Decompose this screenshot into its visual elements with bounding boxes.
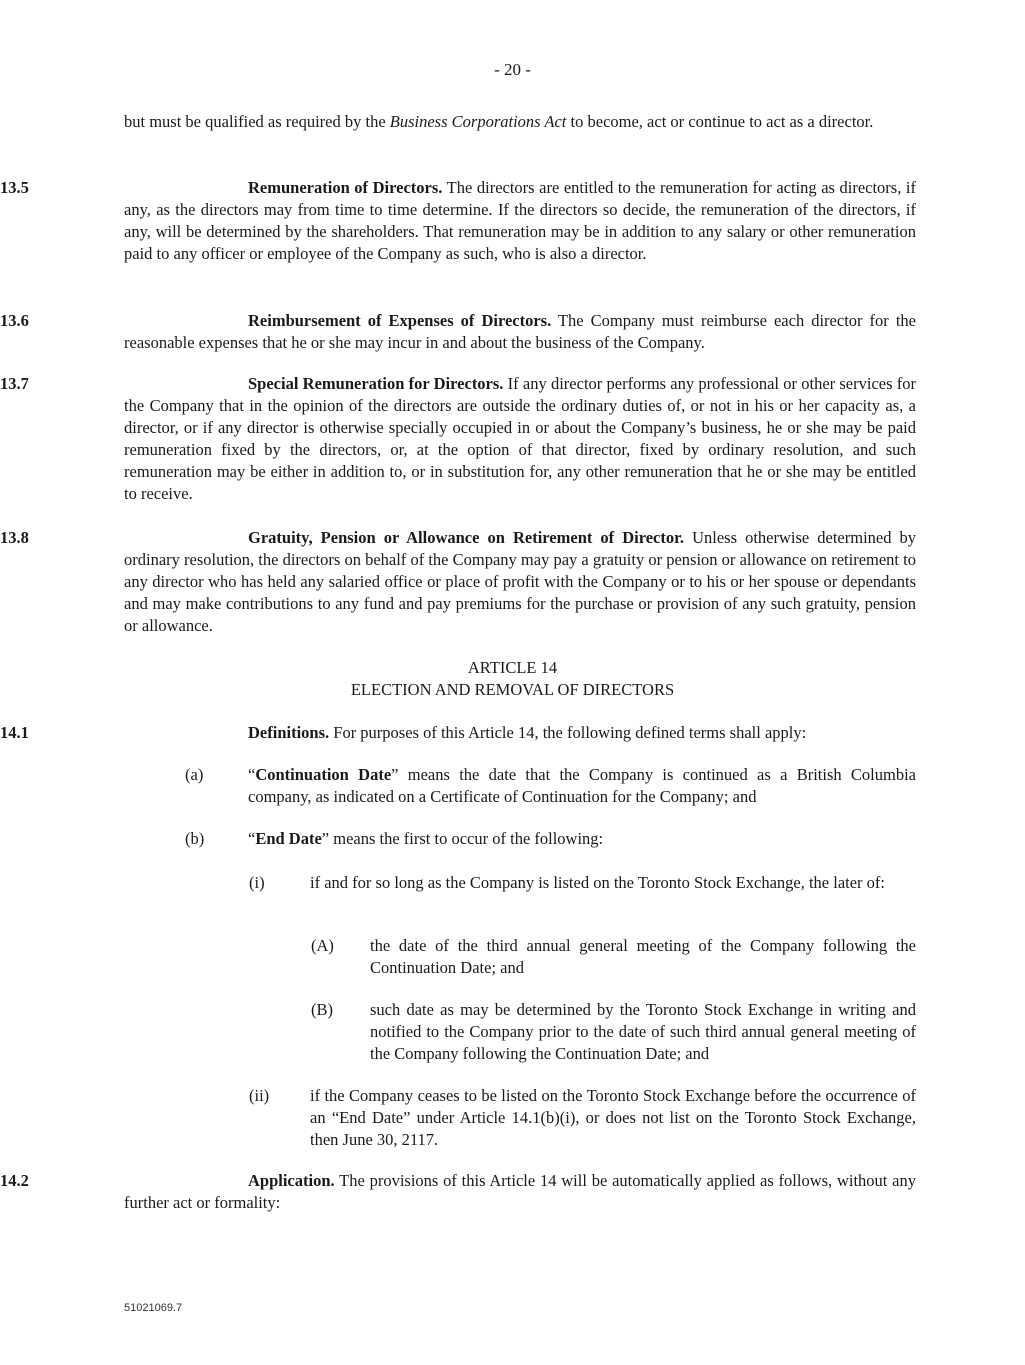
item-B-text: such date as may be determined by the Toronto Stock Exchange in writing and notified to the Company prior to the date of such third annual general meeting of the Company following the Continuation Date; and (370, 1000, 916, 1063)
section-body: The directors are entitled to the remuneration for acting as directors, if any, as the directors may from time to time determine. If the directors so decide, the remuneration of the directors, if any, will be determined by the shareholders. That remuneration may be in addition to any salary or other remuneration paid to any officer or employee of the Company as such, who is also a director. (124, 178, 916, 263)
quote-open: “ (248, 765, 256, 784)
section-title: Application. (248, 1171, 335, 1190)
section-title: Definitions. (248, 723, 330, 742)
section-number: 14.2 (0, 1171, 29, 1190)
defined-term: Continuation Date (255, 765, 392, 784)
item-label-A: (A) (311, 936, 334, 955)
item-A-text: the date of the third annual general meeting of the Company following the Continuation Date; and (370, 936, 916, 977)
section-13-8 (0, 527, 917, 637)
item-body: ” means the first to occur of the following: (321, 829, 604, 848)
article-subheading: ELECTION AND REMOVAL OF DIRECTORS (350, 680, 675, 699)
document-id: 51021069.7 (124, 1302, 183, 1314)
section-14-2 (0, 1170, 916, 1214)
intro-text-post: to become, act or continue to act as a director. (566, 112, 874, 131)
item-i-text: if and for so long as the Company is listed on the Toronto Stock Exchange, the later of: (310, 873, 886, 892)
section-title: Special Remuneration for Directors. (248, 374, 504, 393)
intro-paragraph (124, 111, 916, 133)
item-label-a: (a) (185, 765, 204, 784)
section-title: Reimbursement of Expenses of Directors. (248, 311, 552, 330)
act-title: Business Corporations Act (389, 112, 567, 131)
section-number: 13.7 (0, 374, 29, 393)
defined-term: End Date (255, 829, 322, 848)
quote-open: “ (248, 829, 256, 848)
section-title: Gratuity, Pension or Allowance on Retirement of Director. (248, 528, 685, 547)
item-label-B: (B) (311, 1000, 333, 1019)
section-13-6 (0, 310, 916, 354)
section-number: 13.6 (0, 311, 29, 330)
section-body: The Company must reimburse each director for the reasonable expenses that he or she may incur in and about the business of the Company. (124, 311, 916, 352)
section-body: The provisions of this Article 14 will be automatically applied as follows, without any further act or formality: (124, 1171, 916, 1212)
section-number: 13.8 (0, 528, 29, 547)
section-13-7 (0, 373, 916, 505)
section-13-5 (0, 177, 916, 265)
section-body: For purposes of this Article 14, the following defined terms shall apply: (329, 723, 807, 742)
section-number: 14.1 (0, 723, 29, 742)
article-heading: ARTICLE 14 (467, 658, 558, 677)
section-body: Unless otherwise determined by ordinary resolution, the directors on behalf of the Company may pay a gratuity or pension or allowance on retirement to any director who has held any salaried office or place of profit with the Company or to his or her spouse or dependants and may make contributions to any fund and pay premiums for the purchase or provision of any such gratuity, pension or allowance. (124, 528, 917, 635)
intro-text-pre: but must be qualified as required by the (124, 112, 390, 131)
section-body: If any director performs any professional or other services for the Company that in the opinion of the directors are outside the ordinary duties of, or not in his or her capacity as, a director, or if any director is otherwise specially occupied in or about the Company’s business, he or she may be paid remuneration fixed by the directors, or, at the option of that director, fixed by ordinary resolution, and such remuneration may be either in addition to, or in substitution for, any other remuneration that he or she may be entitled to receive. (124, 374, 916, 503)
page-number: - 20 - (494, 60, 531, 79)
item-body: ” means the date that the Company is continued as a British Columbia company, as indicated on a Certificate of Continuation for the Company; and (248, 765, 916, 806)
item-label-ii: (ii) (249, 1086, 270, 1105)
item-label-i: (i) (249, 873, 265, 892)
item-b-text (248, 828, 916, 850)
section-title: Remuneration of Directors. (248, 178, 443, 197)
item-label-b: (b) (185, 829, 205, 848)
item-a-text (248, 764, 916, 808)
item-ii-text: if the Company ceases to be listed on the Toronto Stock Exchange before the occurrence of an “End Date” under Article 14.1(b)(i), or does not list on the Toronto Stock Exchange, then June 30, 2117. (310, 1086, 916, 1149)
section-number: 13.5 (0, 178, 29, 197)
section-14-1 (0, 722, 916, 744)
